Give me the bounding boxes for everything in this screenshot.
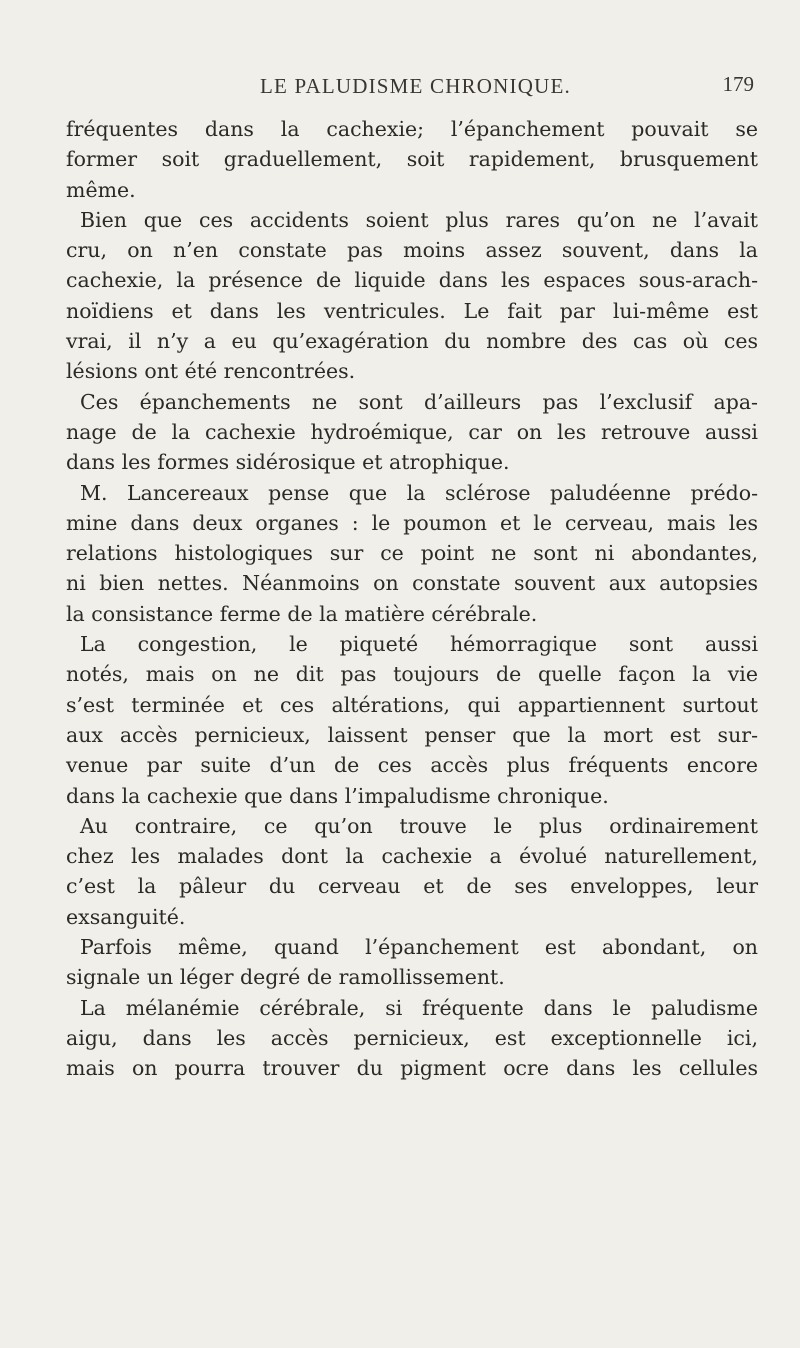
text-line: Au contraire, ce qu’on trouve le plus ordinairement — [80, 813, 758, 838]
text-line: mine dans deux organes : le poumon et le cerveau, mais les — [66, 510, 758, 535]
text-line: aux accès pernicieux, laissent penser que la mort est sur- — [66, 722, 758, 747]
text-line: nage de la cachexie hydroémique, car on les retrouve aussi — [66, 419, 758, 444]
text-line: Bien que ces accidents soient plus rares qu’on ne l’avait — [80, 207, 758, 232]
text-line: noïdiens et dans les ventricules. Le fait par lui-même est — [66, 298, 758, 323]
text-line: lésions ont été rencontrées. — [66, 359, 356, 384]
text-line: venue par suite d’un de ces accès plus fréquents encore — [66, 753, 758, 778]
text-line: dans la cachexie que dans l’impaludisme chronique. — [66, 783, 609, 808]
running-head — [60, 74, 760, 104]
text-line: Parfois même, quand l’épanchement est abondant, on — [80, 935, 758, 960]
text-line: former soit graduellement, soit rapidement, brusquement — [66, 147, 758, 172]
text-line: relations histologiques sur ce point ne sont ni abondantes, — [66, 541, 758, 566]
text-line: dans les formes sidérosique et atrophique. — [66, 450, 510, 475]
text-line: la consistance ferme de la matière cérébrale. — [66, 601, 538, 626]
text-line: chez les malades dont la cachexie a évolué naturellement, — [66, 844, 758, 869]
text-line: même. — [66, 177, 136, 202]
text-line: exsanguité. — [66, 904, 186, 929]
text-line: cru, on n’en constate pas moins assez souvent, dans la — [66, 238, 758, 263]
text-line: c’est la pâleur du cerveau et de ses enveloppes, leur — [66, 874, 758, 899]
text-line: vrai, il n’y a eu qu’exagération du nombre des cas où ces — [66, 329, 758, 354]
text-line: s’est terminée et ces altérations, qui appartiennent surtout — [66, 692, 758, 717]
text-line: ni bien nettes. Néanmoins on constate souvent aux autopsies — [66, 571, 758, 596]
text-line: notés, mais on ne dit pas toujours de quelle façon la vie — [66, 662, 758, 687]
text-line: cachexie, la présence de liquide dans les espaces sous-arach- — [66, 268, 758, 293]
page-number: 179 — [722, 72, 754, 96]
running-title: LE PALUDISME CHRONIQUE. — [260, 74, 571, 98]
text-line: La mélanémie cérébrale, si fréquente dans le paludisme — [80, 995, 758, 1020]
text-line: La congestion, le piqueté hémorragique sont aussi — [80, 632, 758, 657]
text-line: fréquentes dans la cachexie; l’épanchement pouvait se — [66, 117, 758, 141]
text-line: mais on pourra trouver du pigment ocre dans les cellules — [66, 1056, 758, 1081]
body-text — [66, 114, 758, 1084]
text-line: Ces épanchements ne sont d’ailleurs pas l’exclusif apa- — [80, 389, 758, 414]
text-line: signale un léger degré de ramollissement. — [66, 965, 505, 990]
text-line: aigu, dans les accès pernicieux, est exceptionnelle ici, — [66, 1025, 758, 1050]
text-line: M. Lancereaux pense que la sclérose paludéenne prédo- — [80, 480, 758, 505]
